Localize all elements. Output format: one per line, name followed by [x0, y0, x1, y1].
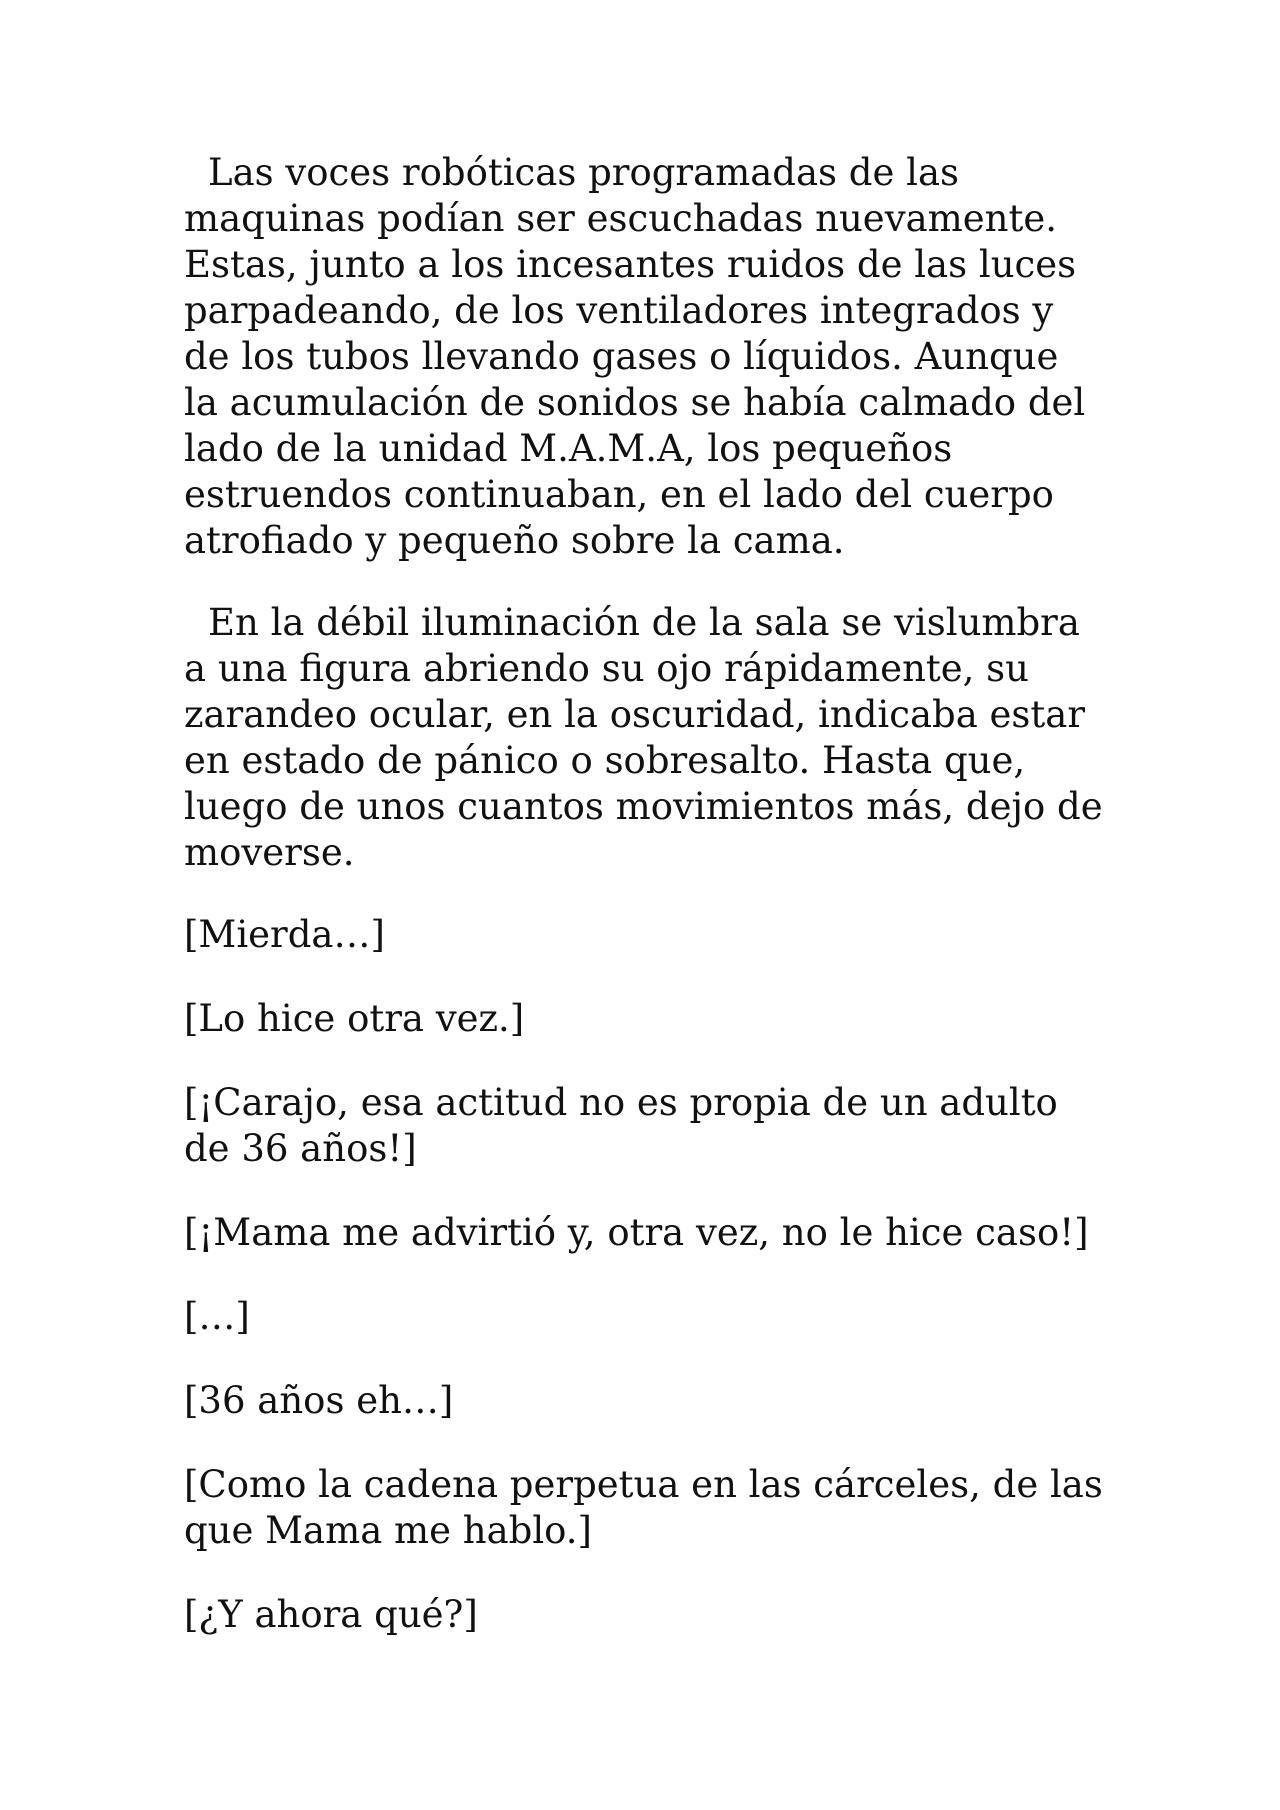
dialogue-line: [¡Carajo, esa actitud no es propia de un adulto de 36 años!]: [184, 1081, 1058, 1170]
dialogue-line: [36 años eh…]: [184, 1379, 454, 1422]
narrative-paragraph: Las voces robóticas programadas de las maquinas podían ser escuchadas nuevamente. Estas, junto a los incesantes ruidos de las luces parpadeando, de los ventiladores integrados y de los tubos llevando gases o líquidos. Aunque la acumulación de sonidos se había calmado del lado de la unidad M.A.M.A, los pequeños estruendos continuaban, en el lado del cuerpo atrofiado y pequeño sobre la cama.: [184, 151, 1086, 562]
dialogue-line: [Como la cadena perpetua en las cárceles, de las que Mama me hablo.]: [184, 1463, 1103, 1552]
dialogue-line: [Lo hice otra vez.]: [184, 997, 525, 1040]
dialogue-line: [¿Y ahora qué?]: [184, 1593, 478, 1636]
dialogue-line: [Mierda…]: [184, 913, 385, 956]
dialogue-line: […]: [184, 1295, 250, 1338]
document-body: [184, 150, 1104, 1676]
dialogue-line: [¡Mama me advirtió y, otra vez, no le hice caso!]: [184, 1211, 1089, 1254]
narrative-paragraph: En la débil iluminación de la sala se vislumbra a una figura abriendo su ojo rápidamente, su zarandeo ocular, en la oscuridad, indicaba estar en estado de pánico o sobresalto. Hasta que, luego de unos cuantos movimientos más, dejo de moverse.: [184, 601, 1103, 874]
